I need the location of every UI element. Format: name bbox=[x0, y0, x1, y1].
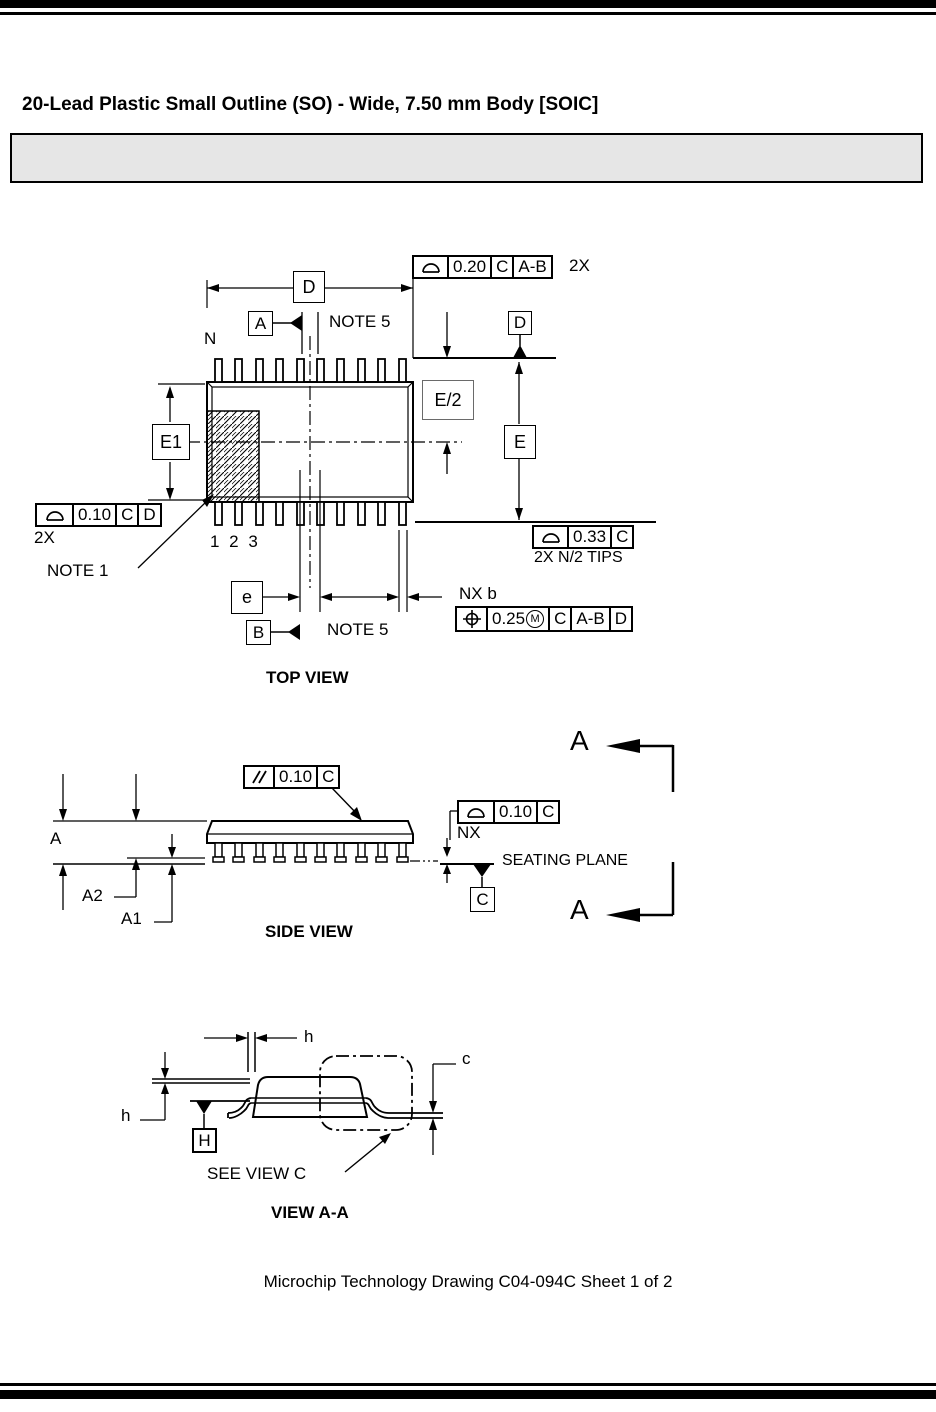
note5-ref-bottom: NOTE 5 bbox=[327, 620, 389, 639]
section-arrow-label-bottom: A bbox=[570, 894, 589, 925]
fcf-lead-coplanarity bbox=[457, 800, 560, 824]
fcf-top-qualifier: 2X bbox=[569, 256, 590, 275]
section-arrow-label-top: A bbox=[570, 725, 589, 756]
fcf-profile-top bbox=[412, 255, 553, 279]
fcf-profile-left bbox=[35, 503, 162, 527]
profile-of-surface-icon bbox=[534, 527, 567, 547]
fcf-tolerance: 0.10 bbox=[72, 505, 115, 525]
fcf-tolerance: 0.25 bbox=[492, 609, 526, 628]
dim-box-e: E bbox=[504, 425, 536, 459]
fcf-tolerance: 0.20 bbox=[447, 257, 490, 277]
pin-numbers: 1 2 3 bbox=[210, 532, 258, 551]
profile-of-surface-icon bbox=[414, 257, 447, 277]
view-aa-title: VIEW A-A bbox=[271, 1203, 349, 1222]
dim-box-e1: E1 bbox=[152, 424, 190, 460]
true-position-icon bbox=[457, 608, 486, 630]
fcf-lead-tips bbox=[532, 525, 634, 549]
dim-a-label: A bbox=[50, 829, 62, 848]
dim-box-pitch: e bbox=[231, 581, 263, 614]
fcf-datum: D bbox=[609, 608, 631, 630]
fcf-tolerance-with-modifier bbox=[486, 608, 548, 630]
fcf-datum: A-B bbox=[570, 608, 608, 630]
fcf-datum: C bbox=[490, 257, 512, 277]
see-view-c-label: SEE VIEW C bbox=[207, 1164, 307, 1183]
dim-c-label: c bbox=[462, 1049, 471, 1068]
fcf-datum: C bbox=[536, 802, 558, 822]
side-view-leads bbox=[213, 843, 408, 862]
fcf-datum: C bbox=[548, 608, 570, 630]
side-view-title: SIDE VIEW bbox=[265, 922, 353, 941]
page-title: 20-Lead Plastic Small Outline (SO) - Wide, 7.50 mm Body [SOIC] bbox=[22, 94, 599, 115]
fcf-coplanarity-qualifier: NX bbox=[457, 823, 481, 842]
fcf-position bbox=[455, 606, 633, 632]
fcf-tolerance: 0.10 bbox=[493, 802, 536, 822]
top-view-title: TOP VIEW bbox=[266, 668, 349, 687]
datum-box-h: H bbox=[192, 1128, 217, 1153]
fcf-datum: D bbox=[137, 505, 159, 525]
fcf-lead-tips-qualifier: 2X N/2 TIPS bbox=[534, 549, 623, 566]
dim-a2-label: A2 bbox=[82, 886, 103, 905]
dim-h-label-top: h bbox=[304, 1027, 314, 1046]
datum-box-b: B bbox=[246, 620, 271, 645]
pin1-index-hatch bbox=[207, 411, 259, 502]
fcf-datum: C bbox=[316, 767, 338, 787]
profile-of-surface-icon bbox=[459, 802, 493, 822]
note1-ref: NOTE 1 bbox=[47, 561, 109, 580]
note5-ref-top: NOTE 5 bbox=[329, 312, 391, 331]
dim-box-d: D bbox=[293, 271, 325, 303]
view-aa-linework bbox=[140, 1032, 456, 1172]
drawing-footer: Microchip Technology Drawing C04-094C Sheet 1 of 2 bbox=[263, 1272, 673, 1291]
datum-box-d: D bbox=[508, 311, 532, 335]
fcf-parallelism bbox=[243, 765, 340, 789]
fcf-datum: A-B bbox=[512, 257, 550, 277]
fcf-datum: C bbox=[610, 527, 632, 547]
fcf-datum: C bbox=[115, 505, 137, 525]
dim-h-label-left: h bbox=[121, 1106, 131, 1125]
parallelism-icon bbox=[245, 767, 273, 787]
lead-count-label: N bbox=[204, 329, 217, 348]
datum-box-a: A bbox=[248, 311, 273, 336]
dim-box-e-half: E/2 bbox=[422, 380, 474, 420]
lead-width-label: NX b bbox=[459, 584, 497, 603]
fcf-tolerance: 0.10 bbox=[273, 767, 316, 787]
dim-a1-label: A1 bbox=[121, 909, 142, 928]
mmc-modifier-icon: M bbox=[526, 610, 544, 628]
fcf-tolerance: 0.33 bbox=[567, 527, 610, 547]
profile-of-surface-icon bbox=[37, 505, 72, 525]
seating-plane-label: SEATING PLANE bbox=[502, 852, 628, 869]
fcf-left-qualifier: 2X bbox=[34, 528, 55, 547]
datum-box-c: C bbox=[470, 887, 495, 912]
